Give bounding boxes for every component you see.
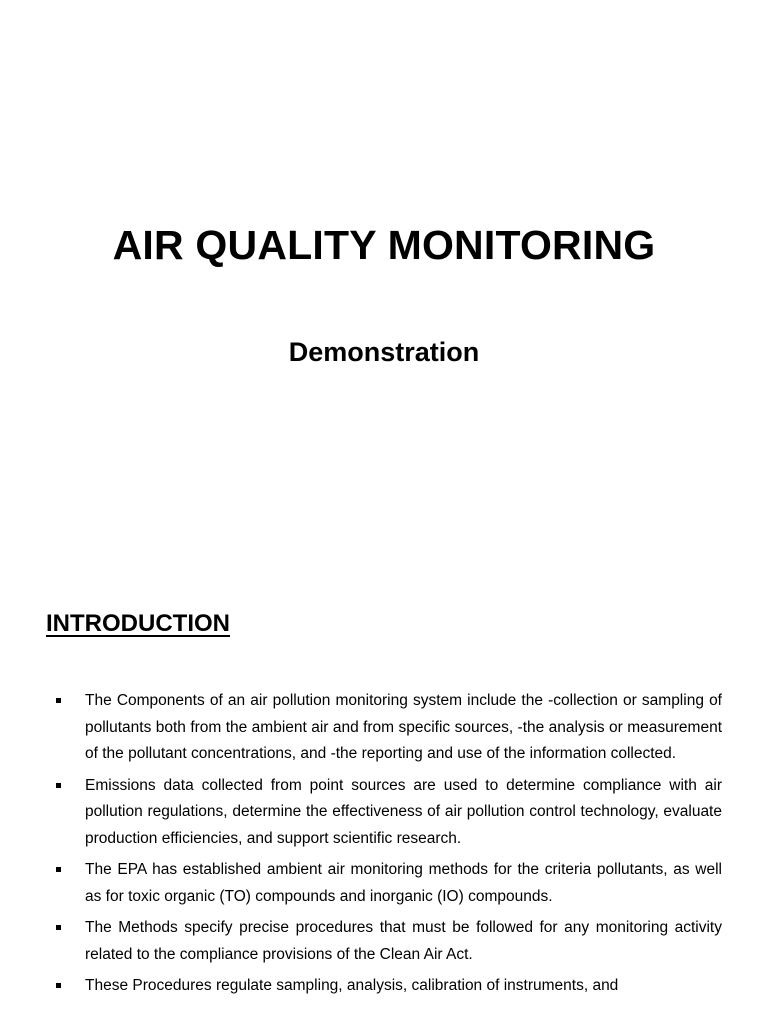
list-item-text: The Components of an air pollution monitoring system include the -collection or sampling of pollutants both from the ambient air and from specific sources, -the analysis or measurement of the pollutant concentrations, and -the reporting and use of the information collected.	[85, 692, 722, 762]
square-bullet-icon	[56, 925, 61, 930]
list-item	[85, 973, 722, 1000]
page-subtitle: Demonstration	[288, 337, 480, 367]
list-item	[85, 857, 722, 910]
list-item	[85, 773, 722, 853]
list-item-text: The EPA has established ambient air monitoring methods for the criteria pollutants, as well as for toxic organic (TO) compounds and inorganic (IO) compounds.	[85, 861, 722, 905]
section-heading: INTRODUCTION	[46, 610, 230, 637]
list-item	[85, 915, 722, 968]
list-item-text: Emissions data collected from point sources are used to determine compliance with air pollution regulations, determine the effectiveness of air pollution control technology, evaluate production efficiencies, and support scientific research.	[85, 776, 722, 847]
square-bullet-icon	[56, 983, 61, 988]
list-item	[85, 688, 722, 768]
square-bullet-icon	[56, 698, 61, 703]
square-bullet-icon	[56, 867, 61, 872]
page-title: AIR QUALITY MONITORING	[112, 222, 656, 268]
square-bullet-icon	[56, 783, 61, 788]
bullet-list	[0, 688, 768, 1005]
list-item-text: These Procedures regulate sampling, analysis, calibration of instruments, and	[85, 977, 619, 994]
list-item-text: The Methods specify precise procedures that must be followed for any monitoring activity related to the compliance provisions of the Clean Air Act.	[85, 919, 722, 963]
